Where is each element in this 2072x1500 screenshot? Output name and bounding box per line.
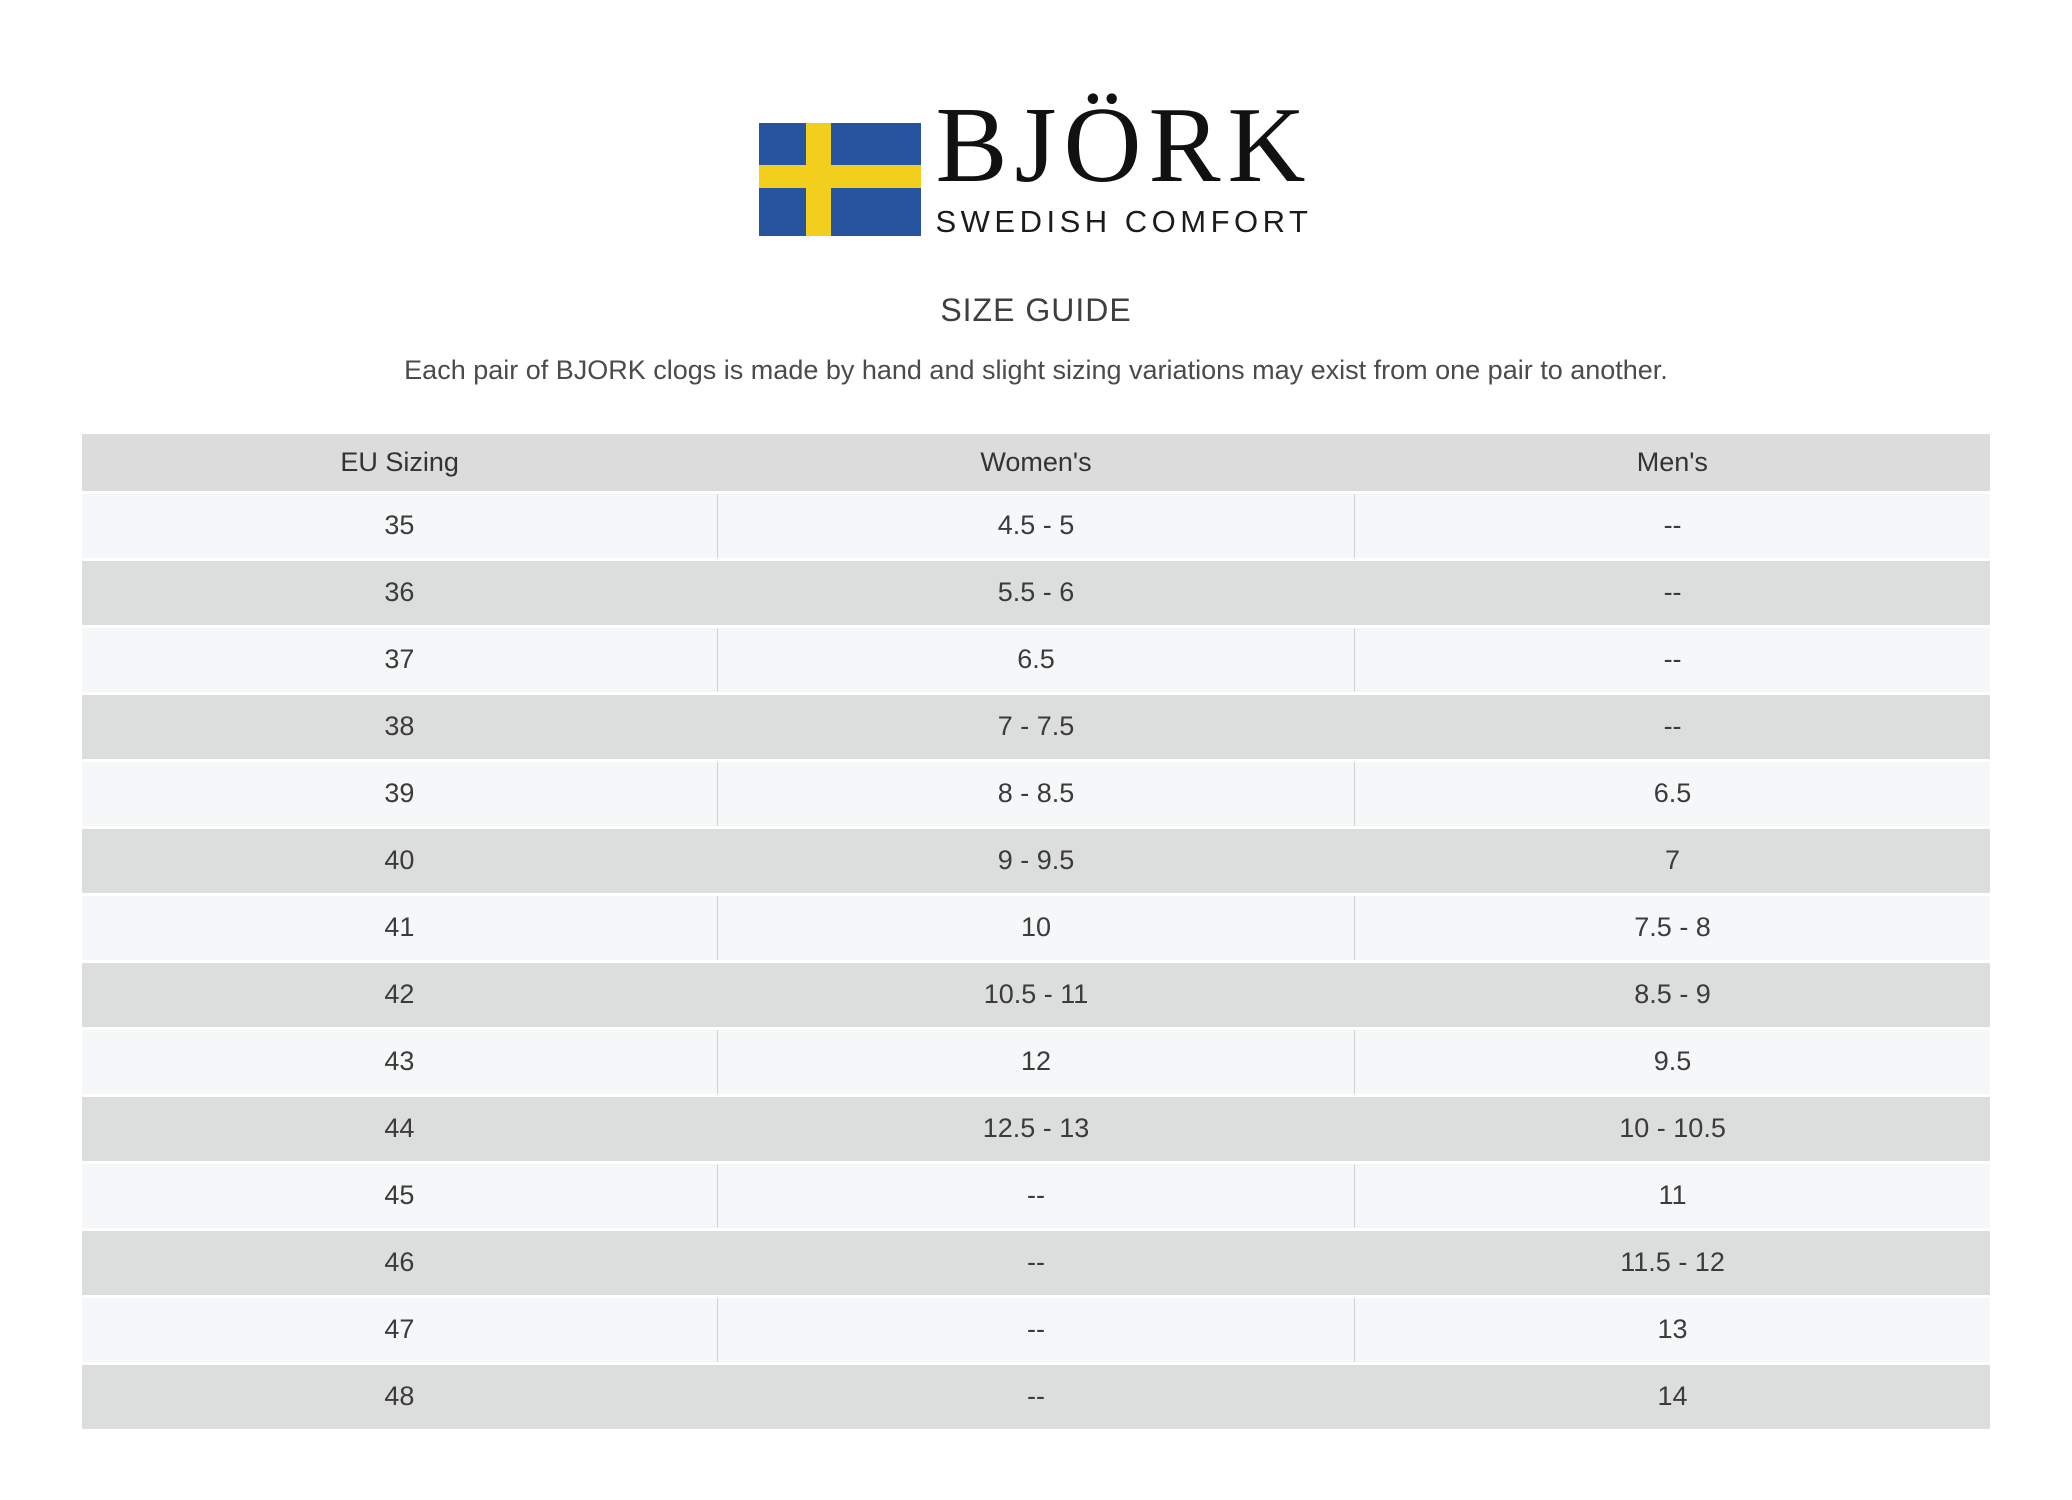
table-row [82, 760, 1990, 827]
cell-womens: 7 - 7.5 [717, 693, 1354, 760]
size-table [82, 434, 1990, 1429]
table-row [82, 1363, 1990, 1429]
cell-mens: -- [1355, 693, 1990, 760]
table-row [82, 961, 1990, 1028]
cell-eu: 44 [82, 1095, 717, 1162]
brand-name: BJÖRK [935, 86, 1313, 205]
cell-mens: 11 [1355, 1162, 1990, 1229]
cell-womens: 6.5 [717, 626, 1354, 693]
table-row [82, 559, 1990, 626]
cell-eu: 40 [82, 827, 717, 894]
cell-mens: -- [1355, 492, 1990, 559]
cell-eu: 39 [82, 760, 717, 827]
cell-eu: 45 [82, 1162, 717, 1229]
table-row [82, 1229, 1990, 1296]
cell-mens: 13 [1355, 1296, 1990, 1363]
cell-womens: 5.5 - 6 [717, 559, 1354, 626]
cell-mens: 8.5 - 9 [1355, 961, 1990, 1028]
cell-womens: -- [717, 1162, 1354, 1229]
cell-mens: 7.5 - 8 [1355, 894, 1990, 961]
cell-womens: 4.5 - 5 [717, 492, 1354, 559]
subtitle: Each pair of BJORK clogs is made by hand and slight sizing variations may exist from one pair to another. [404, 354, 1668, 385]
page-title: SIZE GUIDE [940, 291, 1132, 328]
table-row [82, 1162, 1990, 1229]
cell-eu: 36 [82, 559, 717, 626]
cell-mens: 6.5 [1355, 760, 1990, 827]
table-row [82, 1296, 1990, 1363]
column-header-mens: Men's [1355, 434, 1990, 493]
brand-tagline: SWEDISH COMFORT [935, 203, 1313, 239]
cell-mens: -- [1355, 626, 1990, 693]
cell-womens: 9 - 9.5 [717, 827, 1354, 894]
cell-eu: 37 [82, 626, 717, 693]
cell-mens: 9.5 [1355, 1028, 1990, 1095]
cell-mens: 11.5 - 12 [1355, 1229, 1990, 1296]
brand-header [0, 86, 2072, 240]
swedish-flag-icon [759, 123, 921, 236]
cell-womens: 12.5 - 13 [717, 1095, 1354, 1162]
flag-cross-horizontal [759, 165, 921, 188]
cell-eu: 35 [82, 492, 717, 559]
table-row [82, 626, 1990, 693]
table-row [82, 827, 1990, 894]
cell-womens: 10 [717, 894, 1354, 961]
cell-eu: 46 [82, 1229, 717, 1296]
column-header-womens: Women's [717, 434, 1354, 493]
cell-eu: 43 [82, 1028, 717, 1095]
brand-logo [759, 86, 1313, 240]
table-row [82, 693, 1990, 760]
cell-womens: -- [717, 1296, 1354, 1363]
brand-text [935, 86, 1313, 240]
header-row [82, 434, 1990, 493]
cell-mens: 7 [1355, 827, 1990, 894]
cell-mens: 10 - 10.5 [1355, 1095, 1990, 1162]
table-row [82, 1028, 1990, 1095]
cell-womens: 10.5 - 11 [717, 961, 1354, 1028]
table-row [82, 1095, 1990, 1162]
cell-eu: 47 [82, 1296, 717, 1363]
size-table-header [82, 434, 1990, 493]
cell-womens: 8 - 8.5 [717, 760, 1354, 827]
cell-eu: 48 [82, 1363, 717, 1429]
cell-eu: 38 [82, 693, 717, 760]
table-row [82, 492, 1990, 559]
column-header-eu-sizing: EU Sizing [82, 434, 717, 493]
table-row [82, 894, 1990, 961]
cell-mens: -- [1355, 559, 1990, 626]
cell-womens: 12 [717, 1028, 1354, 1095]
cell-mens: 14 [1355, 1363, 1990, 1429]
cell-eu: 41 [82, 894, 717, 961]
cell-eu: 42 [82, 961, 717, 1028]
size-table-body [82, 492, 1990, 1429]
cell-womens: -- [717, 1363, 1354, 1429]
cell-womens: -- [717, 1229, 1354, 1296]
